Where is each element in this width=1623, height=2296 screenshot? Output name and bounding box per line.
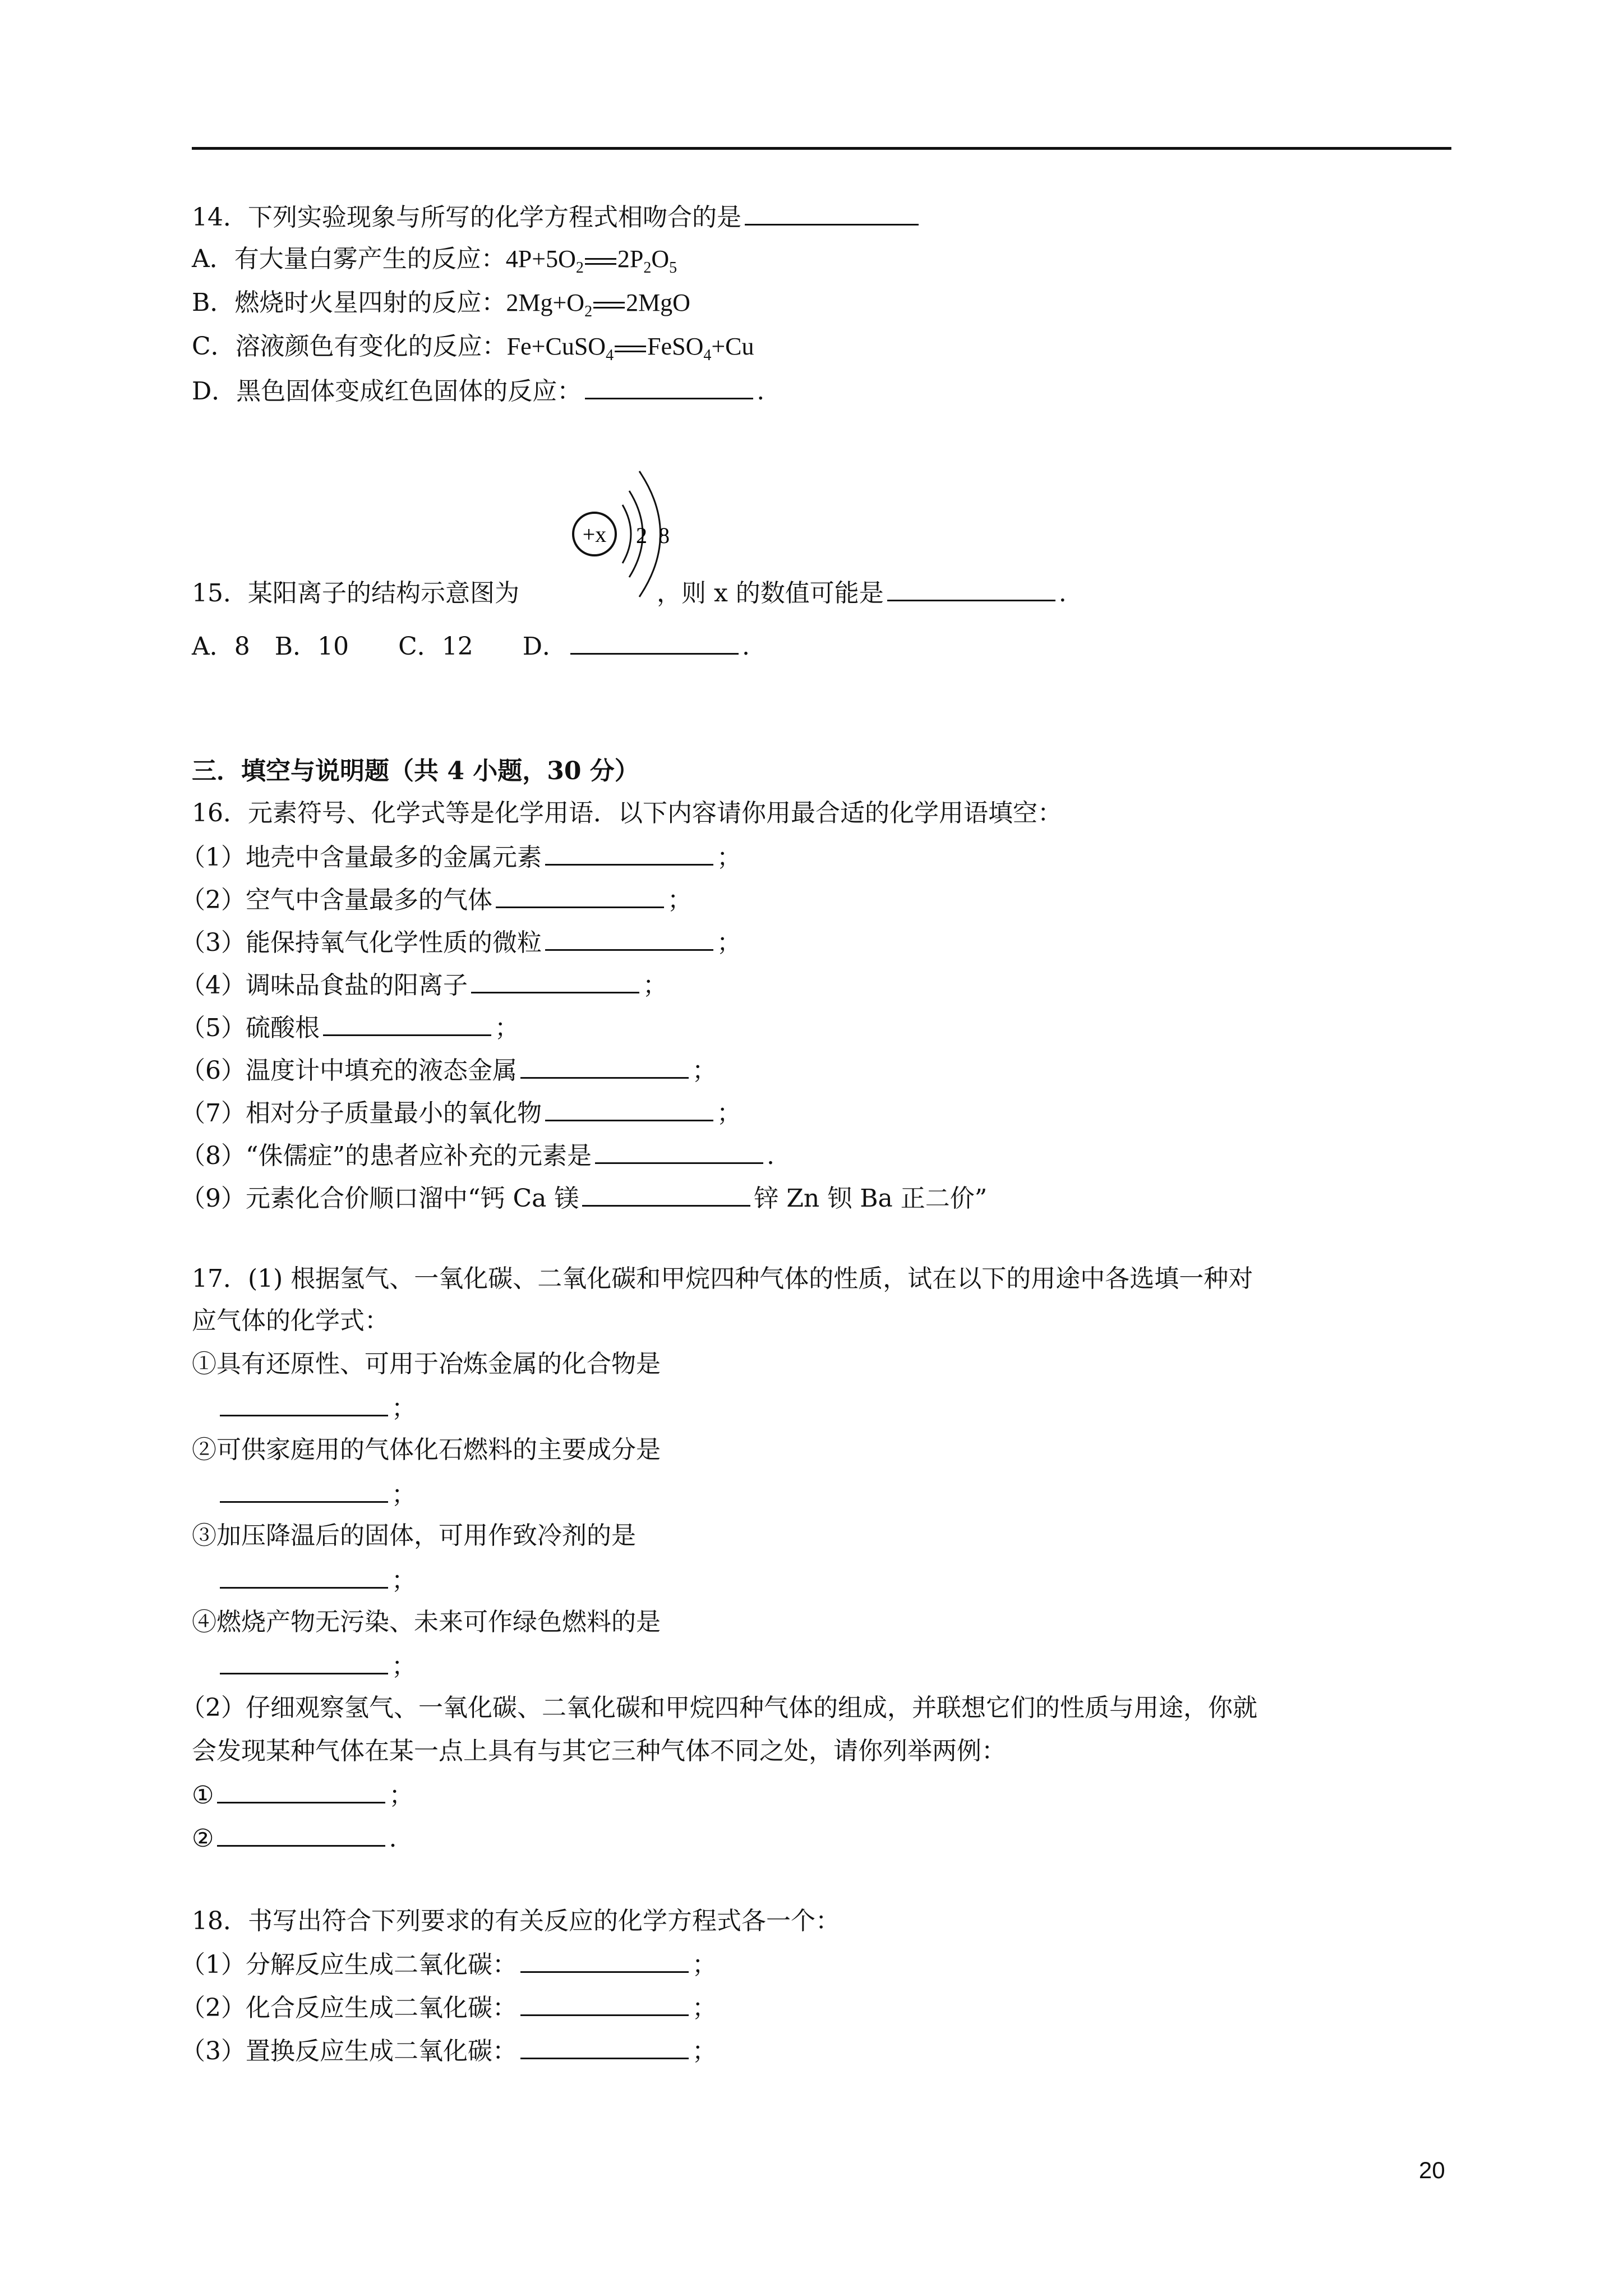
q17-sub3: ③加压降温后的固体，可用作致冷剂的是 (192, 1521, 636, 1550)
q18-blank-1[interactable] (520, 1947, 689, 1973)
q16-item-6: （6）温度计中填充的液态金属 ； (181, 1052, 717, 1088)
q17-sub1: ①具有还原性、可用于冶炼金属的化合物是 (192, 1350, 661, 1378)
q17-blank-4[interactable] (220, 1648, 388, 1674)
shell-2-electrons: 8 (658, 523, 670, 548)
q16-item-4: （4）调味品食盐的阳离子 ； (181, 967, 667, 1002)
q16-blank-6[interactable] (520, 1052, 689, 1079)
q16-item-7: （7）相对分子质量最小的氧化物 ； (181, 1095, 741, 1130)
electron-shell-1 (623, 505, 631, 563)
q17-sub4-answer: ； (220, 1648, 416, 1683)
q16-blank-8[interactable] (595, 1138, 763, 1164)
q14-stem: 14．下列实验现象与所写的化学方程式相吻合的是 (192, 199, 922, 234)
q17-part2-line1: （2）仔细观察氢气、一氧化碳、二氧化碳和甲烷四种气体的组成，并联想它们的性质与用途，你就 (181, 1694, 1257, 1722)
q17-sub4: ④燃烧产物无污染、未来可作绿色燃料的是 (192, 1608, 661, 1636)
q17-part2-line2: 会发现某种气体在某一点上具有与其它三种气体不同之处，请你列举两例： (192, 1737, 1006, 1765)
q16-blank-7[interactable] (545, 1095, 713, 1121)
q16-item-8: （8）“侏儒症”的患者应补充的元素是 . (181, 1138, 774, 1173)
q14-d-blank[interactable] (585, 373, 753, 399)
q16-blank-5[interactable] (323, 1010, 491, 1036)
q16-item-9: （9）元素化合价顺口溜中“钙 Ca 镁 锌 Zn 钡 Ba 正二价” (181, 1180, 987, 1216)
q18-item-1: （1）分解反应生成二氧化碳： ； (181, 1947, 717, 1982)
q18-stem: 18．书写出符合下列要求的有关反应的化学方程式各一个： (192, 1907, 840, 1935)
q16-item-5: （5）硫酸根 ； (181, 1010, 519, 1045)
q16-blank-2[interactable] (496, 882, 664, 908)
equals-sign-icon (593, 302, 625, 309)
q17-sub1-answer: ； (220, 1390, 416, 1425)
q15-answer-blank[interactable] (887, 575, 1055, 601)
q17-part1-line1: 17．(1) 根据氢气、一氧化碳、二氧化碳和甲烷四种气体的性质，试在以下的用途中各选填一种对 (192, 1264, 1253, 1293)
q16-item-2: （2）空气中含量最多的气体 ； (181, 882, 692, 917)
q16-item-1: （1）地壳中含量最多的金属元素 ； (181, 839, 741, 875)
q17-example-blank-2[interactable] (217, 1820, 385, 1847)
page-number: 20 (1419, 2157, 1445, 2183)
q18-item-3: （3）置换反应生成二氧化碳： ； (181, 2033, 717, 2068)
q17-blank-1[interactable] (220, 1390, 388, 1416)
q17-blank-3[interactable] (220, 1562, 388, 1589)
header-rule (192, 147, 1451, 150)
q14-option-b: B．燃烧时火星四射的反应：$2Mg+O_2$ 2MgO (192, 288, 690, 320)
nucleus-label: +x (582, 522, 607, 547)
q14-option-a: A．有大量白雾产生的反应：$4P+5O_2$ $2P_2O_5$ (192, 245, 677, 277)
equals-sign-icon (585, 258, 616, 265)
q18-item-2: （2）化合反应生成二氧化碳： ； (181, 1990, 717, 2025)
q15-stem: 15．某阳离子的结构示意图为 ，则 x 的数值可能是 . (192, 575, 1067, 610)
q17-sub2: ②可供家庭用的气体化石燃料的主要成分是 (192, 1435, 661, 1464)
q16-blank-9[interactable] (582, 1180, 750, 1207)
q15-d-blank[interactable] (570, 628, 739, 655)
q16-stem: 16．元素符号、化学式等是化学用语．以下内容请你用最合适的化学用语填空： (192, 799, 1062, 827)
equals-sign-icon (615, 346, 646, 352)
q17-sub2-answer: ； (220, 1476, 416, 1512)
q14-option-c: C．溶液颜色有变化的反应：Fe+CuSO$_4$ FeSO$_4$+Cu (192, 332, 754, 364)
q16-blank-1[interactable] (545, 839, 713, 866)
q17-blank-2[interactable] (220, 1476, 388, 1503)
q17-example-2: ② . (192, 1820, 396, 1856)
q17-part1-line2: 应气体的化学式： (192, 1306, 389, 1335)
section-3-heading: 三．填空与说明题（共 4 小题，30 分） (192, 757, 639, 785)
q17-sub3-answer: ； (220, 1562, 416, 1598)
q16-blank-4[interactable] (471, 967, 639, 993)
shell-1-electrons: 2 (636, 523, 647, 548)
q14-option-d: D．黑色固体变成红色固体的反应： . (192, 373, 764, 408)
q18-blank-3[interactable] (520, 2033, 689, 2059)
q16-item-3: （3）能保持氧气化学性质的微粒 ； (181, 924, 741, 960)
q17-example-blank-1[interactable] (217, 1777, 385, 1803)
q15-options: A．8 B．10 C．12 D． . (192, 628, 750, 664)
q17-example-1: ① ； (192, 1777, 413, 1812)
q18-blank-2[interactable] (520, 1990, 689, 2016)
q14-answer-blank[interactable] (745, 199, 919, 226)
q16-blank-3[interactable] (545, 924, 713, 951)
